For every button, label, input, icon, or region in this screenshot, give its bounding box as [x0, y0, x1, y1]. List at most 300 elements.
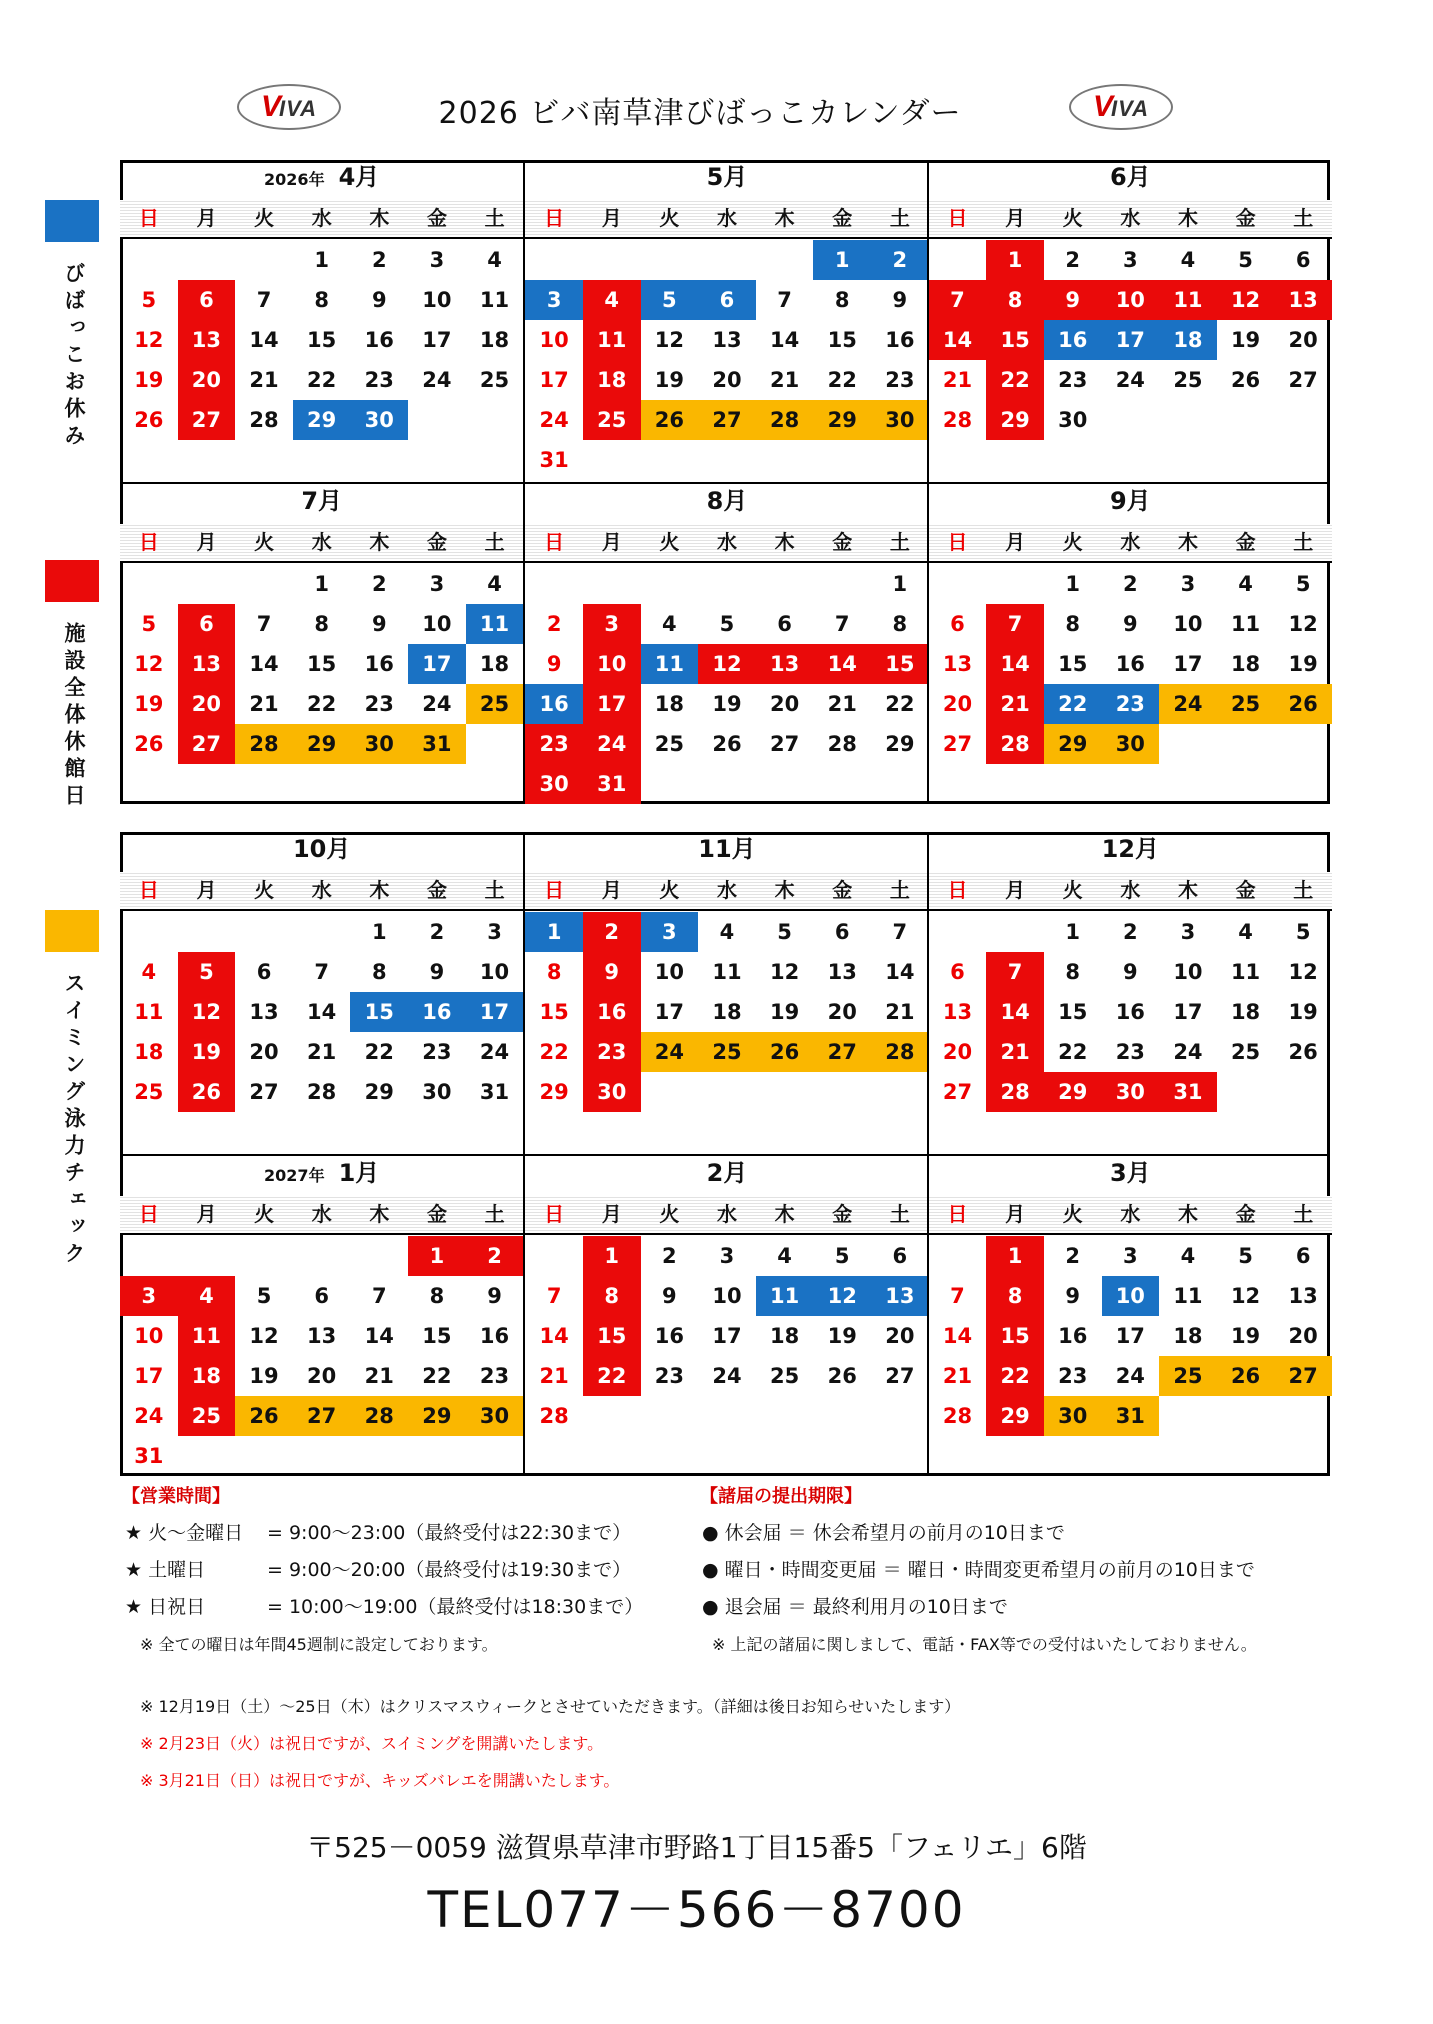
month-label: 1月: [338, 1159, 380, 1187]
weekday-label: 月: [196, 1202, 217, 1226]
viva-logo-left: VIVA: [237, 84, 341, 130]
day-cell: 30: [350, 724, 408, 764]
weekday-label: 火: [254, 206, 275, 230]
day-cell: 23: [364, 368, 394, 392]
weekday-header: [525, 1196, 928, 1235]
day-cell: 29: [293, 400, 351, 440]
day-cell: 11: [756, 1276, 814, 1316]
weekday-label: 火: [659, 206, 680, 230]
month-title: [120, 1156, 523, 1190]
weekday-label: 木: [774, 206, 795, 230]
day-cell: 1: [986, 1236, 1044, 1276]
day-cell: 20: [249, 1040, 279, 1064]
day-cell: 30: [871, 400, 929, 440]
weekday-label: 日: [947, 878, 968, 902]
weekday-label: 月: [601, 878, 622, 902]
month-5: [523, 482, 926, 804]
day-cell: 3: [487, 920, 502, 944]
weekday-header: [525, 872, 928, 911]
day-cell: 29: [813, 400, 871, 440]
month-label: 6月: [1109, 163, 1151, 191]
day-cell: 21: [827, 692, 857, 716]
weekday-label: 火: [659, 1202, 680, 1226]
day-cell: 3: [525, 280, 583, 320]
hours-time-2: = 9:00～20:00（最終受付は19:30まで）: [267, 1559, 632, 1581]
legend-label-kids-off: びばっこお休み: [62, 262, 86, 451]
day-cell: 4: [487, 572, 502, 596]
day-cell: 24: [1159, 684, 1217, 724]
day-cell: 7: [892, 920, 908, 944]
day-cell: 8: [986, 280, 1044, 320]
day-cell: 18: [1230, 652, 1261, 676]
weekday-label: 日: [138, 1202, 159, 1226]
day-cell: 20: [769, 692, 800, 716]
day-cell: 28: [827, 732, 857, 756]
month-4: [120, 482, 523, 804]
weekday-label: 日: [947, 1202, 968, 1226]
deadlines-note: ※ 上記の諸届に関しまして、電話・FAX等での受付はいたしておりません。: [712, 1635, 1257, 1654]
day-cell: 11: [1230, 612, 1261, 636]
day-cell: 12: [1217, 280, 1275, 320]
day-cell: 20: [827, 1000, 857, 1024]
month-2: [523, 160, 926, 482]
day-cell: 17: [134, 1364, 164, 1388]
day-cell: 11: [1173, 1284, 1203, 1308]
day-cell: 4: [719, 920, 735, 944]
day-cell: 10: [422, 288, 452, 312]
day-cell: 17: [422, 328, 452, 352]
day-cell: 11: [134, 1000, 164, 1024]
day-cell: 16: [1115, 1000, 1145, 1024]
day-cell: 20: [942, 692, 973, 716]
day-cell: 2: [1122, 572, 1138, 596]
day-cell: 21: [986, 1032, 1044, 1072]
weekday-label: 土: [1293, 206, 1314, 230]
day-cell: 8: [583, 1276, 641, 1316]
day-cell: 7: [256, 612, 272, 636]
day-cell: 10: [539, 328, 569, 352]
weekday-label: 日: [138, 878, 159, 902]
weekday-label: 日: [544, 878, 565, 902]
day-cell: 28: [235, 724, 293, 764]
month-label: 10月: [292, 835, 351, 863]
day-cell: 15: [350, 992, 408, 1032]
day-cell: 3: [1122, 1244, 1138, 1268]
weekday-label: 金: [832, 206, 853, 230]
day-cell: 23: [479, 1364, 510, 1388]
day-cell: 2: [1065, 248, 1080, 272]
day-cell: 21: [249, 368, 279, 392]
legend-swatch-yellow: [45, 910, 99, 952]
day-cell: 18: [1173, 1324, 1203, 1348]
day-cell: 1: [408, 1236, 466, 1276]
day-cell: 18: [712, 1000, 742, 1024]
day-cell: 23: [422, 1040, 452, 1064]
day-cell: 10: [712, 1284, 742, 1308]
month-title: [525, 484, 928, 518]
day-cell: 19: [1230, 328, 1261, 352]
day-cell: 28: [986, 724, 1044, 764]
month-title: [120, 160, 523, 194]
day-cell: 23: [1058, 368, 1088, 392]
day-cell: 16: [1115, 652, 1145, 676]
day-cell: 19: [134, 692, 164, 716]
day-cell: 25: [698, 1032, 756, 1072]
day-cell: 20: [178, 360, 236, 400]
day-cell: 9: [546, 652, 562, 676]
day-cell: 3: [120, 1276, 178, 1316]
weekday-label: 土: [484, 1202, 505, 1226]
day-cell: 24: [479, 1040, 510, 1064]
day-cell: 15: [1058, 1000, 1088, 1024]
weekday-label: 火: [1062, 1202, 1083, 1226]
legend-label-swim-check: スイミング泳力チェック: [62, 972, 86, 1269]
day-cell: 9: [892, 288, 908, 312]
day-cell: 12: [698, 644, 756, 684]
weekday-header: [525, 200, 928, 239]
day-cell: 12: [178, 992, 236, 1032]
month-title: [525, 832, 928, 866]
day-cell: 3: [1180, 572, 1196, 596]
weekday-label: 金: [426, 530, 447, 554]
day-cell: 2: [546, 612, 562, 636]
month-year: 2026年: [264, 170, 325, 189]
weekday-header: [929, 1196, 1332, 1235]
hours-day-1: ★ 火～金曜日: [125, 1522, 244, 1544]
day-cell: 13: [307, 1324, 337, 1348]
weekday-label: 金: [832, 530, 853, 554]
day-cell: 26: [1274, 684, 1332, 724]
day-cell: 25: [1159, 1356, 1217, 1396]
day-cell: 24: [583, 724, 641, 764]
day-cell: 14: [942, 1324, 973, 1348]
day-cell: 5: [141, 612, 157, 636]
weekday-label: 木: [369, 878, 390, 902]
day-cell: 15: [986, 1316, 1044, 1356]
legend-swatch-red: [45, 560, 99, 602]
weekday-label: 金: [1235, 530, 1256, 554]
day-cell: 7: [256, 288, 272, 312]
day-cell: 23: [364, 692, 394, 716]
month-label: 4月: [338, 163, 380, 191]
day-cell: 7: [546, 1284, 562, 1308]
viva-logo-right: VIVA: [1069, 84, 1173, 130]
day-cell: 10: [1102, 1276, 1160, 1316]
month-8: [523, 832, 926, 1154]
day-cell: 14: [769, 328, 800, 352]
day-cell: 13: [827, 960, 857, 984]
day-cell: 8: [546, 960, 562, 984]
weekday-label: 土: [484, 206, 505, 230]
day-cell: 19: [827, 1324, 857, 1348]
month-10: [120, 1154, 523, 1476]
day-cell: 17: [466, 992, 524, 1032]
day-cell: 29: [539, 1080, 569, 1104]
day-cell: 31: [1159, 1072, 1217, 1112]
day-cell: 11: [712, 960, 742, 984]
weekday-label: 日: [138, 206, 159, 230]
day-cell: 9: [1122, 612, 1138, 636]
month-title: [929, 160, 1332, 194]
legend-swatch-blue: [45, 200, 99, 242]
day-cell: 24: [1115, 1364, 1145, 1388]
day-cell: 11: [1230, 960, 1261, 984]
day-cell: 28: [942, 1404, 973, 1428]
day-cell: 4: [1180, 1244, 1196, 1268]
day-cell: 5: [1238, 248, 1253, 272]
day-cell: 25: [466, 684, 524, 724]
day-cell: 6: [314, 1284, 329, 1308]
day-cell: 6: [1295, 1244, 1311, 1268]
day-cell: 13: [942, 1000, 973, 1024]
weekday-label: 水: [311, 530, 332, 554]
day-cell: 18: [479, 652, 510, 676]
day-cell: 2: [429, 920, 445, 944]
day-cell: 30: [350, 400, 408, 440]
weekday-label: 土: [889, 878, 910, 902]
weekday-label: 木: [1177, 206, 1198, 230]
day-cell: 25: [479, 368, 510, 392]
day-cell: 27: [885, 1364, 915, 1388]
month-title: [120, 484, 523, 518]
day-cell: 10: [654, 960, 684, 984]
day-cell: 28: [307, 1080, 337, 1104]
day-cell: 26: [827, 1364, 857, 1388]
day-cell: 4: [1238, 572, 1253, 596]
day-cell: 5: [178, 952, 236, 992]
day-cell: 26: [1217, 1356, 1275, 1396]
day-cell: 15: [583, 1316, 641, 1356]
day-cell: 24: [134, 1404, 164, 1428]
day-cell: 18: [1159, 320, 1217, 360]
day-cell: 12: [654, 328, 684, 352]
day-cell: 16: [525, 684, 583, 724]
day-cell: 20: [712, 368, 742, 392]
day-cell: 15: [307, 328, 337, 352]
weekday-header: [120, 524, 523, 563]
day-cell: 5: [1238, 1244, 1253, 1268]
day-cell: 25: [1173, 368, 1203, 392]
weekday-label: 火: [254, 1202, 275, 1226]
day-cell: 15: [422, 1324, 452, 1348]
day-cell: 20: [1288, 1324, 1318, 1348]
day-cell: 18: [654, 692, 684, 716]
weekday-label: 月: [1005, 530, 1026, 554]
day-cell: 4: [141, 960, 157, 984]
day-cell: 11: [641, 644, 699, 684]
month-label: 8月: [706, 487, 748, 515]
day-cell: 22: [307, 368, 337, 392]
day-cell: 31: [1102, 1396, 1160, 1436]
weekday-label: 月: [601, 206, 622, 230]
month-7: [120, 832, 523, 1154]
weekday-label: 水: [717, 206, 738, 230]
month-label: 2月: [706, 1159, 748, 1187]
weekday-label: 金: [426, 878, 447, 902]
month-label: 9月: [1109, 487, 1151, 515]
day-cell: 27: [942, 1080, 973, 1104]
day-cell: 9: [1044, 280, 1102, 320]
weekday-header: [929, 872, 1332, 911]
month-6: [927, 482, 1330, 804]
day-cell: 22: [885, 692, 915, 716]
day-cell: 7: [950, 1284, 965, 1308]
day-cell: 29: [1044, 1072, 1102, 1112]
weekday-label: 木: [774, 878, 795, 902]
day-cell: 3: [1180, 920, 1196, 944]
day-cell: 27: [813, 1032, 871, 1072]
day-cell: 7: [371, 1284, 387, 1308]
day-cell: 8: [1065, 612, 1080, 636]
day-cell: 7: [777, 288, 792, 312]
month-year: 2027年: [264, 1166, 325, 1185]
day-cell: 28: [539, 1404, 569, 1428]
month-9: [927, 832, 1330, 1154]
day-cell: 26: [1288, 1040, 1318, 1064]
weekday-label: 金: [832, 1202, 853, 1226]
weekday-label: 日: [138, 530, 159, 554]
day-cell: 22: [364, 1040, 394, 1064]
day-cell: 22: [1058, 1040, 1088, 1064]
day-cell: 8: [1065, 960, 1080, 984]
day-cell: 24: [1173, 1040, 1203, 1064]
weekday-label: 土: [889, 1202, 910, 1226]
weekday-label: 月: [601, 530, 622, 554]
day-cell: 29: [1044, 724, 1102, 764]
day-cell: 11: [466, 604, 524, 644]
weekday-label: 月: [1005, 206, 1026, 230]
day-cell: 14: [249, 328, 279, 352]
day-cell: 21: [986, 684, 1044, 724]
day-cell: 30: [525, 764, 583, 804]
day-cell: 15: [827, 328, 857, 352]
hours-time-3: = 10:00～19:00（最終受付は18:30まで）: [267, 1596, 644, 1618]
day-cell: 7: [986, 604, 1044, 644]
day-cell: 6: [950, 612, 965, 636]
day-cell: 22: [827, 368, 857, 392]
day-cell: 9: [1122, 960, 1138, 984]
weekday-label: 金: [426, 206, 447, 230]
day-cell: 7: [834, 612, 850, 636]
day-cell: 27: [293, 1396, 351, 1436]
weekday-header: [929, 200, 1332, 239]
day-cell: 23: [654, 1364, 684, 1388]
day-cell: 4: [583, 280, 641, 320]
day-cell: 10: [422, 612, 452, 636]
month-label: 11月: [698, 835, 756, 863]
day-cell: 13: [249, 1000, 279, 1024]
day-cell: 18: [178, 1356, 236, 1396]
weekday-label: 月: [1005, 878, 1026, 902]
day-cell: 21: [249, 692, 279, 716]
day-cell: 4: [487, 248, 502, 272]
day-cell: 14: [249, 652, 279, 676]
day-cell: 11: [1159, 280, 1217, 320]
day-cell: 25: [654, 732, 684, 756]
day-cell: 26: [1230, 368, 1261, 392]
weekday-label: 水: [311, 206, 332, 230]
day-cell: 2: [1065, 1244, 1080, 1268]
day-cell: 10: [1173, 612, 1203, 636]
day-cell: 23: [885, 368, 915, 392]
day-cell: 18: [583, 360, 641, 400]
day-cell: 15: [1058, 652, 1088, 676]
weekday-label: 火: [254, 878, 275, 902]
day-cell: 5: [1295, 920, 1311, 944]
day-cell: 19: [712, 692, 742, 716]
day-cell: 7: [929, 280, 987, 320]
weekday-label: 木: [369, 206, 390, 230]
day-cell: 23: [1102, 684, 1160, 724]
day-cell: 7: [986, 952, 1044, 992]
day-cell: 25: [769, 1364, 800, 1388]
day-cell: 5: [141, 288, 157, 312]
month-label: 5月: [706, 163, 748, 191]
weekday-label: 火: [1062, 206, 1083, 230]
day-cell: 19: [1288, 652, 1318, 676]
day-cell: 1: [1065, 920, 1080, 944]
day-cell: 22: [986, 360, 1044, 400]
day-cell: 10: [134, 1324, 164, 1348]
note-christmas: ※ 12月19日（土）～25日（木）はクリスマスウィークとさせていただきます。（詳細は後日お知らせいたします）: [140, 1697, 961, 1716]
day-cell: 18: [479, 328, 510, 352]
day-cell: 16: [654, 1324, 684, 1348]
day-cell: 10: [1102, 280, 1160, 320]
deadline-3: ● 退会届 ＝ 最終利用月の10日まで: [702, 1596, 1008, 1618]
day-cell: 14: [539, 1324, 569, 1348]
day-cell: 1: [1065, 572, 1080, 596]
day-cell: 16: [364, 328, 394, 352]
day-cell: 25: [1217, 684, 1275, 724]
month-title: [929, 832, 1332, 866]
page-title: 2026 ビバ南草津びばっこカレンダー: [438, 96, 962, 131]
weekday-label: 土: [1293, 530, 1314, 554]
day-cell: 26: [641, 400, 699, 440]
month-title: [525, 160, 928, 194]
day-cell: 9: [1065, 1284, 1080, 1308]
weekday-label: 水: [717, 530, 738, 554]
weekday-label: 金: [1235, 1202, 1256, 1226]
day-cell: 4: [777, 1244, 792, 1268]
day-cell: 27: [1274, 1356, 1332, 1396]
day-cell: 28: [756, 400, 814, 440]
day-cell: 12: [134, 652, 164, 676]
day-cell: 24: [539, 408, 569, 432]
day-cell: 17: [539, 368, 569, 392]
day-cell: 2: [871, 240, 929, 280]
day-cell: 6: [950, 960, 965, 984]
day-cell: 21: [942, 368, 973, 392]
day-cell: 27: [178, 400, 236, 440]
day-cell: 16: [583, 992, 641, 1032]
day-cell: 10: [479, 960, 510, 984]
weekday-label: 木: [1177, 878, 1198, 902]
day-cell: 12: [769, 960, 800, 984]
day-cell: 26: [756, 1032, 814, 1072]
day-cell: 19: [249, 1364, 279, 1388]
weekday-label: 土: [484, 878, 505, 902]
day-cell: 24: [641, 1032, 699, 1072]
day-cell: 17: [1173, 652, 1203, 676]
day-cell: 15: [307, 652, 337, 676]
day-cell: 2: [371, 248, 387, 272]
day-cell: 17: [583, 684, 641, 724]
day-cell: 31: [134, 1444, 164, 1468]
day-cell: 11: [583, 320, 641, 360]
weekday-label: 木: [1177, 1202, 1198, 1226]
month-1: [120, 160, 523, 482]
day-cell: 29: [986, 400, 1044, 440]
